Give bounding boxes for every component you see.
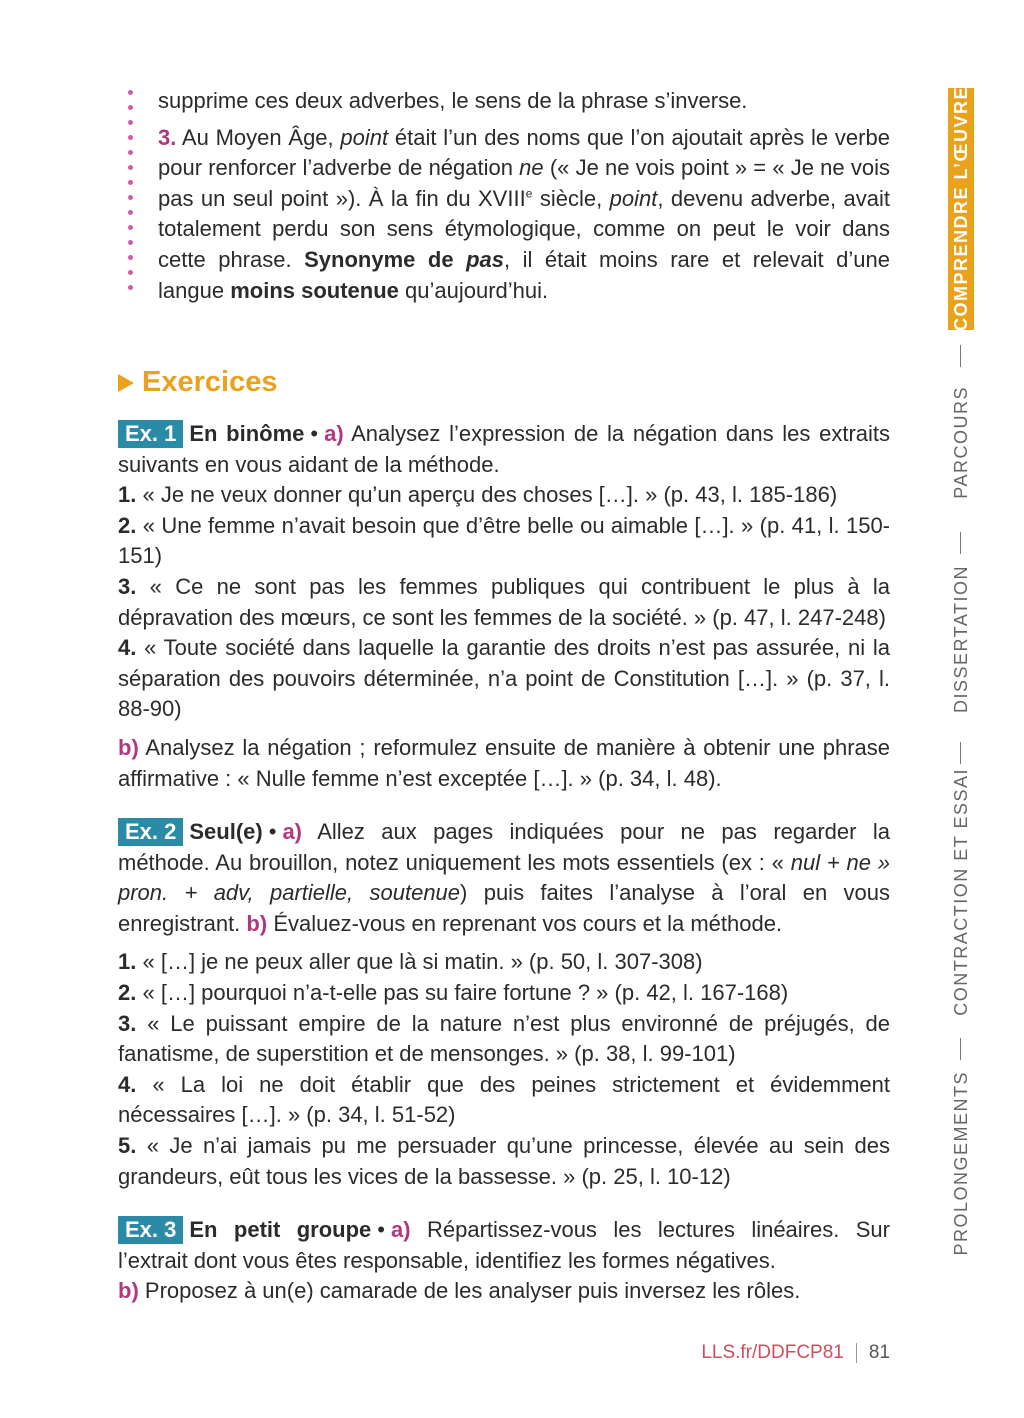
sidebar-tab-parcours[interactable]: [948, 382, 974, 502]
intro-paragraph-3: [158, 123, 890, 307]
part-label: b): [118, 1278, 139, 1304]
exercise-2-instruction: [118, 817, 890, 939]
list-item: 1. « […] je ne peux aller que là si matin. » (p. 50, l. 307-308): [118, 949, 703, 975]
list-item: 2. « Une femme n’avait besoin que d’être belle ou aimable […]. » (p. 41, l. 150-151): [118, 512, 891, 569]
intro-bold-text: moins soutenue: [230, 277, 399, 303]
separator-dot: •: [377, 1217, 385, 1242]
exercise-3-instruction-b: [118, 1276, 890, 1307]
part-label: a): [391, 1217, 411, 1242]
sidebar-tab-label: PROLONGEMENTS: [950, 1070, 971, 1256]
intro-text: [158, 86, 890, 312]
intro-text-span: était l’un des noms que l’on ajoutait après le verbe pour renforcer l’adverbe de négation: [158, 124, 890, 181]
instruction-text: Analysez l’expression de la négation dans les extraits suivants en vous aidant de la méthode.: [118, 421, 891, 477]
exercise-badge: Ex. 3: [118, 1216, 183, 1244]
exercise-1-instruction-a: [118, 419, 890, 480]
list-item: 4. « Toute société dans laquelle la garantie des droits n’est pas assurée, ni la séparation des pouvoirs déterminée, n’a point de Constitution […]. » (p. 37, l. 88-90): [118, 635, 890, 722]
part-label: a): [282, 819, 302, 844]
list-item: 2. « […] pourquoi n’a-t-elle pas su faire fortune ? » (p. 42, l. 167-168): [118, 979, 789, 1005]
sidebar-tab-label: COMPRENDRE L’ŒUVRE: [950, 86, 971, 332]
intro-item-number: 3.: [158, 124, 177, 150]
instruction-text: ) puis faites l’analyse à l’oral en vous enregistrant.: [118, 880, 890, 936]
instruction-text: Répartissez-vous les lectures linéaires. Sur l’extrait dont vous êtes responsable, identifiez les formes négatives.: [118, 1217, 890, 1273]
sidebar-tab-label: CONTRACTION ET ESSAI: [950, 768, 971, 1016]
exercise-3: [118, 1215, 890, 1307]
sidebar-tab-comprendre-oeuvre[interactable]: [948, 88, 974, 330]
sidebar-divider: [960, 345, 961, 367]
triangle-bullet-icon: [118, 374, 134, 392]
exercise-1-instruction-b: [118, 733, 890, 794]
footer-divider: [856, 1343, 857, 1363]
instruction-text: Allez aux pages indiquées pour ne pas regarder la méthode. Au brouillon, notez uniquement les mots essentiels (ex : «: [118, 819, 890, 875]
section-heading: [118, 366, 277, 399]
footer-link[interactable]: LLS.fr/DDFCP81: [701, 1342, 844, 1363]
intro-bold-italic-word: pas: [466, 246, 504, 272]
exercise-badge: Ex. 1: [118, 420, 183, 448]
exercise-title: En binôme: [189, 421, 305, 446]
intro-italic-word: ne: [519, 155, 544, 181]
sidebar-tab-contraction-essai[interactable]: [948, 768, 974, 1016]
section-title: Exercices: [142, 366, 278, 398]
exercise-title: Seul(e): [189, 819, 263, 844]
intro-text-span: (« Je ne vois point » = « Je ne vois pas un seul point »). À la fin du XVIII: [158, 155, 890, 211]
exercise-2: [118, 817, 890, 1192]
instruction-italic: nul + ne » pron. + adv, partielle, soutenue: [118, 849, 890, 906]
intro-superscript: e: [525, 186, 533, 201]
list-item: 5. « Je n’ai jamais pu me persuader qu’une princesse, élevée au sein des grandeurs, eût tous les vices de la bassesse. » (p. 25, l. 10-12): [118, 1132, 890, 1189]
intro-italic-word: point: [340, 124, 389, 150]
bullet-dots-decoration: [128, 90, 134, 300]
page-footer: [701, 1342, 890, 1364]
instruction-text: Proposez à un(e) camarade de les analyser puis inversez les rôles.: [144, 1278, 801, 1304]
intro-text-span: qu’aujourd’hui.: [405, 277, 549, 303]
list-item: 3. « Ce ne sont pas les femmes publiques qui contribuent le plus à la dépravation des mœurs, ce sont les femmes de la société. » (p. 47, l. 247-248): [118, 573, 890, 630]
separator-dot: •: [268, 819, 277, 844]
list-item: 4. « La loi ne doit établir que des peines strictement et évidemment nécessaires […]. » (p. 34, l. 51-52): [118, 1071, 890, 1128]
exercise-title: En petit groupe: [189, 1217, 372, 1242]
part-label: a): [324, 421, 344, 446]
sidebar-tab-prolongements[interactable]: [948, 1070, 974, 1256]
part-label: b): [246, 910, 268, 936]
sidebar-tab-label: DISSERTATION: [950, 564, 971, 714]
exercise-badge: Ex. 2: [118, 818, 183, 846]
page-number: 81: [868, 1342, 890, 1363]
intro-italic-word: point: [609, 185, 658, 211]
sidebar-divider: [960, 1038, 961, 1060]
intro-bold-text: Synonyme de: [304, 246, 454, 272]
exercise-1: [118, 419, 890, 794]
intro-text-span: , il était moins rare et relevait d’une langue: [158, 246, 890, 303]
sidebar-tab-dissertation[interactable]: [948, 564, 974, 714]
intro-text-span: , devenu adverbe, avait totalement perdu son sens étymologique, comme on peut le voir dans cette phrase.: [158, 185, 890, 272]
list-item: 1. « Je ne veux donner qu’un aperçu des choses […]. » (p. 43, l. 185-186): [118, 482, 838, 508]
list-item: 3. « Le puissant empire de la nature n’est plus environné de préjugés, de fanatisme, de superstition et de mensonges. » (p. 38, l. 99-101): [118, 1010, 890, 1067]
separator-dot: •: [310, 421, 319, 446]
instruction-text: Évaluez-vous en reprenant vos cours et la méthode.: [273, 910, 783, 936]
intro-text-span: siècle,: [539, 185, 603, 211]
sidebar-divider: [960, 742, 961, 764]
intro-text-span: Au Moyen Âge,: [181, 124, 334, 150]
part-label: b): [118, 734, 139, 760]
exercise-3-instruction-a: [118, 1215, 890, 1276]
intro-line-1: supprime ces deux adverbes, le sens de la phrase s’inverse.: [158, 88, 748, 113]
instruction-text: Analysez la négation ; reformulez ensuite de manière à obtenir une phrase affirmative : « Nulle femme n’est exceptée […]. » (p. 34, l. 48).: [118, 734, 890, 791]
sidebar-tab-label: PARCOURS: [950, 385, 971, 499]
sidebar-divider: [960, 532, 961, 554]
